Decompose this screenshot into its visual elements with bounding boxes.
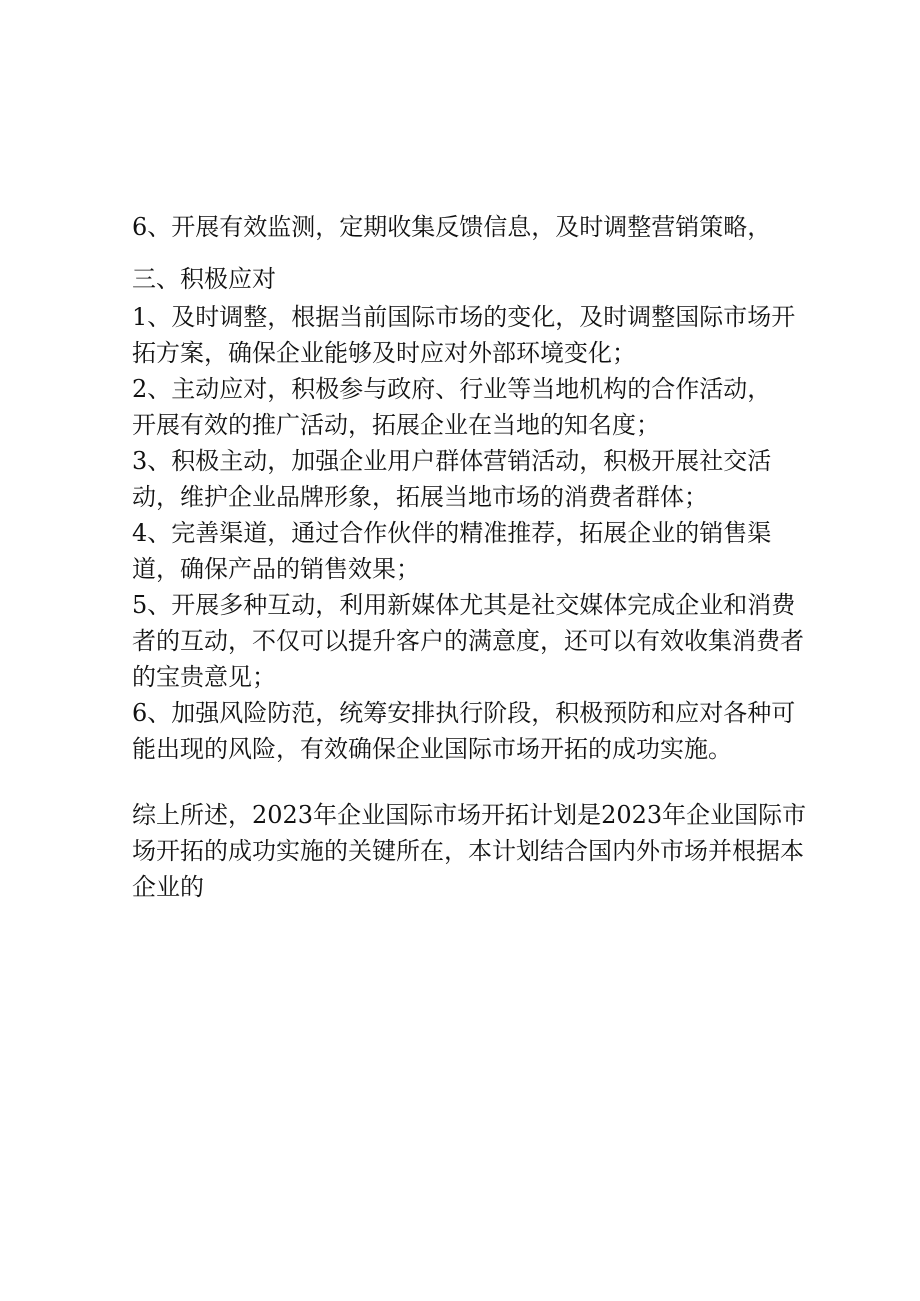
text-line: 2、主动应对，积极参与政府、行业等当地机构的合作活动， — [132, 375, 772, 403]
text-line: 3、积极主动，加强企业用户群体营销活动，积极开展社交活 — [132, 447, 772, 475]
text-line: 能出现的风险，有效确保企业国际市场开拓的成功实施。 — [132, 735, 732, 763]
text-line: 4、完善渠道，通过合作伙伴的精准推荐，拓展企业的销售渠 — [132, 519, 772, 547]
text-line: 1、及时调整，根据当前国际市场的变化，及时调整国际市场开 — [132, 303, 796, 331]
text-line: 5、开展多种互动，利用新媒体尤其是社交媒体完成企业和消费 — [132, 591, 796, 619]
text-line: 综上所述，2023年企业国际市场开拓计划是2023年企业国际市 — [132, 801, 807, 829]
text-line: 6、加强风险防范，统筹安排执行阶段，积极预防和应对各种可 — [132, 699, 796, 727]
text-line: 道，确保产品的销售效果； — [132, 555, 420, 583]
text-line: 场开拓的成功实施的关键所在，本计划结合国内外市场并根据本 — [132, 837, 804, 865]
text-line: 企业的 — [132, 873, 204, 901]
text-line: 动，维护企业品牌形象，拓展当地市场的消费者群体； — [132, 483, 708, 511]
text-line: 者的互动，不仅可以提升客户的满意度，还可以有效收集消费者 — [132, 627, 804, 655]
section-heading: 三、积极应对 — [132, 265, 276, 293]
text-line: 开展有效的推广活动，拓展企业在当地的知名度； — [132, 411, 660, 439]
text-line: 拓方案，确保企业能够及时应对外部环境变化； — [132, 339, 636, 367]
text-line: 6、开展有效监测，定期收集反馈信息，及时调整营销策略， — [132, 213, 772, 241]
text-line: 的宝贵意见； — [132, 663, 276, 691]
